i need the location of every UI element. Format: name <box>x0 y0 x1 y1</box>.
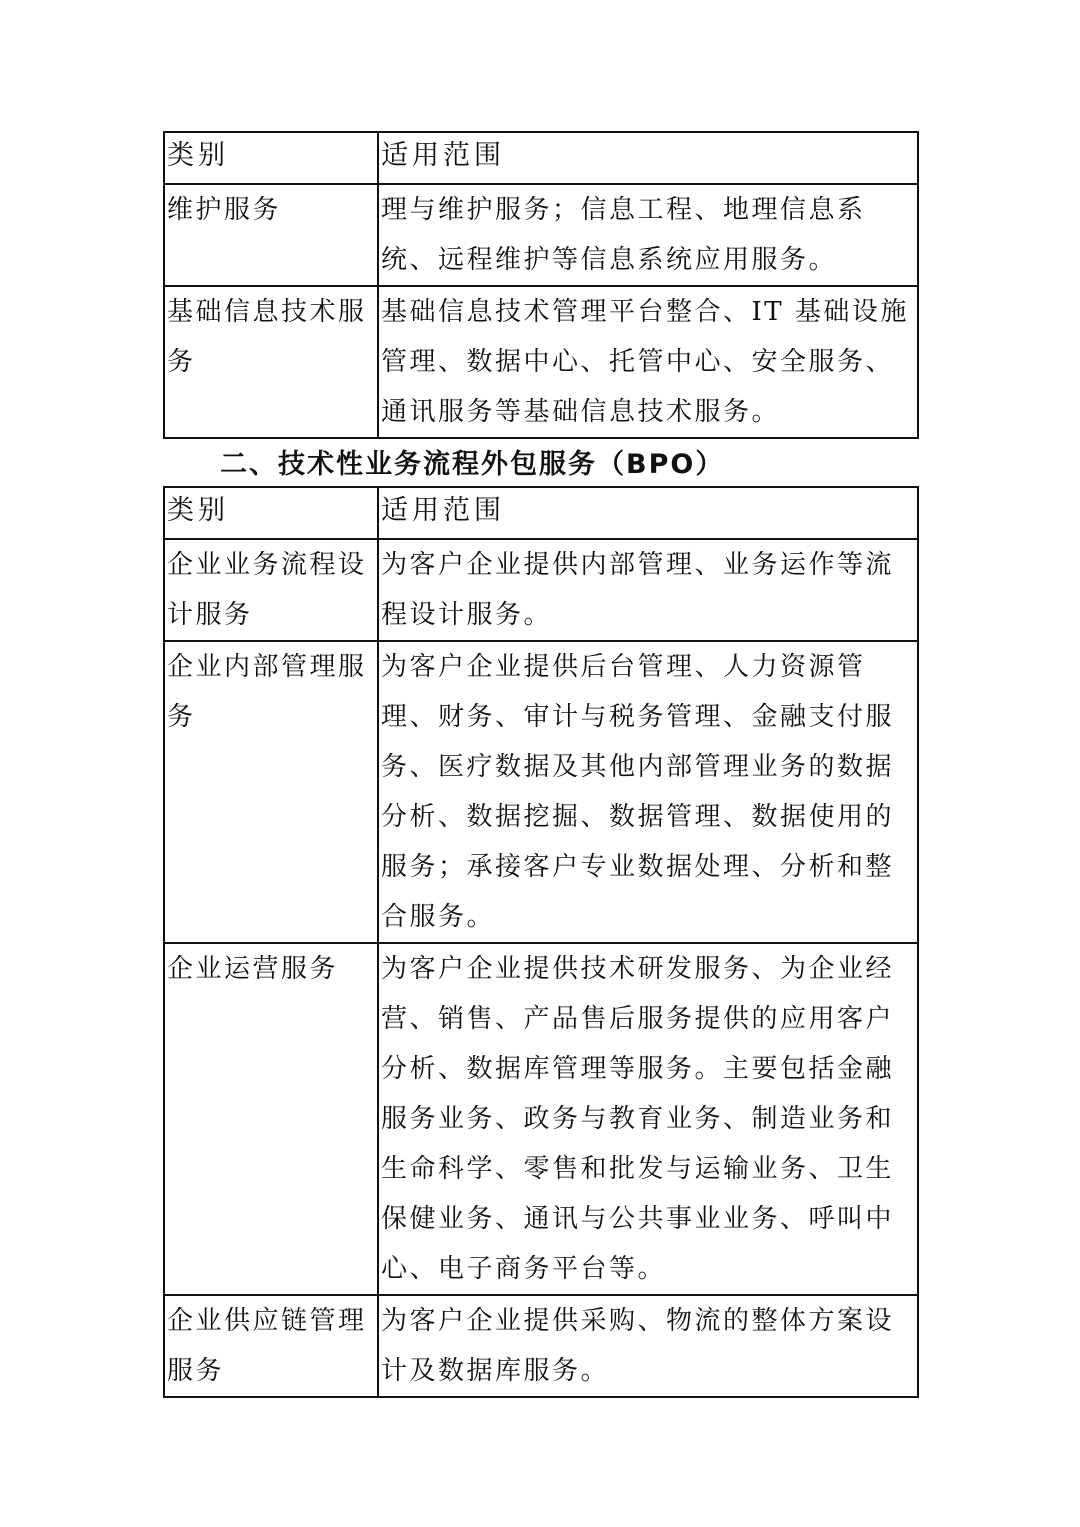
table-row <box>164 1295 918 1397</box>
category-cell: 基础信息技术服务 <box>164 286 378 438</box>
scope-cell: 理与维护服务；信息工程、地理信息系统、远程维护等信息系统应用服务。 <box>378 184 918 286</box>
scope-cell: 为客户企业提供采购、物流的整体方案设计及数据库服务。 <box>378 1295 918 1397</box>
category-header: 类别 <box>164 487 378 539</box>
scope-cell: 为客户企业提供技术研发服务、为企业经营、销售、产品售后服务提供的应用客户分析、数据库管理等服务。主要包括金融服务业务、政务与教育业务、制造业务和生命科学、零售和批发与运输业务、卫生保健业务、通讯与公共事业业务、呼叫中心、电子商务平台等。 <box>378 943 918 1295</box>
bpo-services-table <box>163 486 919 1398</box>
category-header: 类别 <box>164 132 378 184</box>
scope-cell: 为客户企业提供内部管理、业务运作等流程设计服务。 <box>378 539 918 641</box>
category-cell: 企业业务流程设计服务 <box>164 539 378 641</box>
category-cell: 企业内部管理服务 <box>164 641 378 943</box>
table-row <box>164 641 918 943</box>
scope-cell: 为客户企业提供后台管理、人力资源管理、财务、审计与税务管理、金融支付服务、医疗数据及其他内部管理业务的数据分析、数据挖掘、数据管理、数据使用的服务；承接客户专业数据处理、分析和整合服务。 <box>378 641 918 943</box>
it-services-table <box>163 131 919 439</box>
table-header-row <box>164 132 918 184</box>
category-cell: 企业运营服务 <box>164 943 378 1295</box>
section-heading: 二、技术性业务流程外包服务（BPO） <box>220 449 725 480</box>
table-row <box>164 286 918 438</box>
table-row <box>164 943 918 1295</box>
category-cell: 维护服务 <box>164 184 378 286</box>
category-cell: 企业供应链管理服务 <box>164 1295 378 1397</box>
table-header-row <box>164 487 918 539</box>
scope-cell: 基础信息技术管理平台整合、IT 基础设施管理、数据中心、托管中心、安全服务、通讯服务等基础信息技术服务。 <box>378 286 918 438</box>
table-row <box>164 539 918 641</box>
scope-header: 适用范围 <box>378 487 918 539</box>
table-row <box>164 184 918 286</box>
scope-header: 适用范围 <box>378 132 918 184</box>
